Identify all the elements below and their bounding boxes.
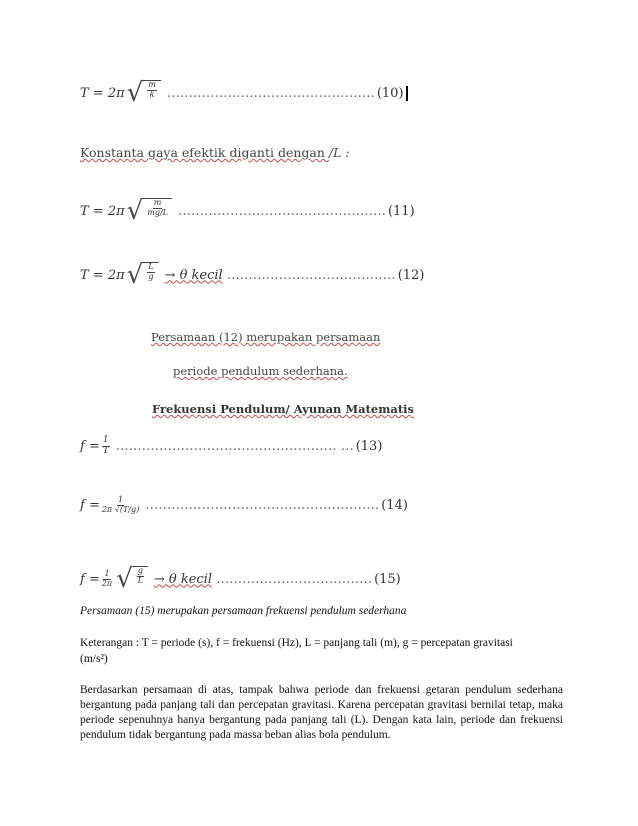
equation-number: (14): [381, 497, 408, 513]
equation-lhs: f =: [80, 438, 100, 454]
equation-14: [80, 496, 408, 515]
condition: → θ kecil: [164, 267, 223, 283]
keterangan-line-2: (m/s²): [80, 653, 108, 665]
fraction: $\frac{1}{T}$: [102, 435, 109, 456]
equation-lhs: f =: [80, 571, 100, 587]
persamaan-12-line-2: periode pendulum sederhana.: [173, 364, 348, 378]
equation-15: [80, 566, 401, 592]
body-paragraph: Berdasarkan persamaan di atas, tampak bahwa periode dan frekuensi getaran pendulum sederhana bergantung pada panjang tali dan percepatan gravitasi. Karena percepatan gravitasi bernilai tetap, maka periode sepenuhnya hanya bergantung pada panjang tali (L). Dengan kata lain, periode dan frekuensi pendulum tidak bergantung pada massa beban alias bola pendulum.: [80, 684, 563, 741]
equation-lhs: T = 2π: [80, 203, 125, 219]
equation-number: (12): [397, 267, 425, 283]
equation-lhs: f =: [80, 497, 100, 513]
equation-lhs: T = 2π: [80, 85, 125, 101]
fraction: $\frac{1}{2\pi √(T/g)}$: [101, 495, 140, 514]
frekuensi-heading: Frekuensi Pendulum/ Ayunan Matematis: [152, 402, 414, 416]
equation-number: (11): [387, 203, 415, 219]
equation-12: [80, 262, 424, 288]
leader-dots: …………………………………: [226, 267, 396, 283]
square-root: √ $\frac{m}{k}$: [127, 80, 161, 106]
leader-dots: ………………………………………………: [145, 497, 380, 513]
square-root: √ $\frac{L}{g}$: [127, 262, 159, 288]
equation-lhs: T = 2π: [80, 267, 125, 283]
equation-number: (13): [355, 438, 383, 454]
konstanta-note: Konstanta gaya efektik diganti dengan /L :: [80, 145, 350, 160]
equation-10: [80, 80, 408, 106]
text-cursor: [406, 86, 408, 101]
equation-13: [80, 436, 382, 457]
square-root: √ $\frac{g}{L}$: [116, 566, 148, 592]
leader-dots: …………………………………………: [177, 203, 386, 219]
leader-dots: ………………………………: [216, 571, 373, 587]
condition: → θ kecil: [153, 571, 213, 587]
equation-15-caption: Persamaan (15) merupakan persamaan frekuensi pendulum sederhana: [80, 605, 407, 617]
equation-number: (10): [376, 85, 404, 101]
persamaan-12-line-1: Persamaan (12) merupakan persamaan: [151, 330, 381, 344]
equation-11: [80, 198, 415, 224]
equation-number: (15): [374, 571, 401, 587]
leader-dots: …………………………………………… …: [115, 438, 354, 454]
keterangan-line-1: Keterangan : T = periode (s), f = frekuensi (Hz), L = panjang tali (m), g = percepatan gravitasi: [80, 637, 513, 649]
fraction: $\frac{1}{2\pi}$: [101, 568, 113, 588]
square-root: √ $\frac{m}{mg/L}$: [127, 198, 172, 224]
leader-dots: …………………………………………: [166, 85, 375, 101]
